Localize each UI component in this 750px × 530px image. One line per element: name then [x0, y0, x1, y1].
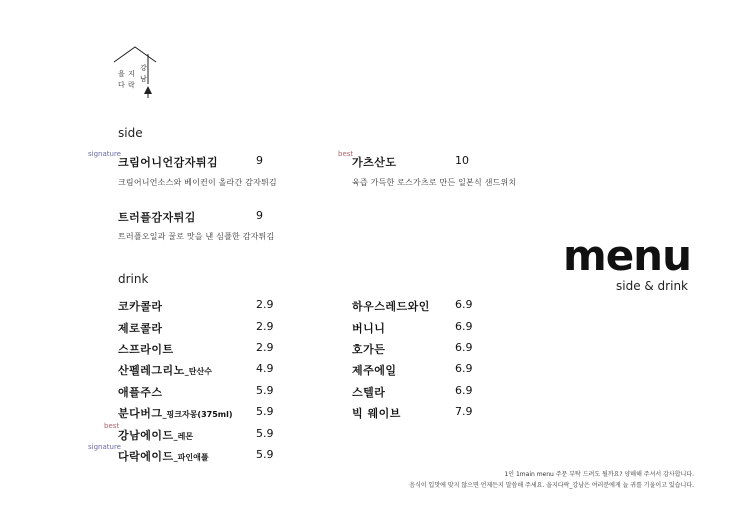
drink-item-price: 6.9 — [455, 341, 473, 354]
drink-item-price: 6.9 — [455, 320, 473, 333]
drink-item-price: 2.9 — [256, 341, 274, 354]
best-tag: best — [338, 150, 354, 158]
drink-name: 제로콜라 — [118, 322, 163, 335]
menu-title: menu — [562, 231, 691, 280]
drink-subtitle: _파인애플 — [173, 453, 209, 462]
logo-char: 을 — [118, 70, 125, 78]
drink-item-name — [118, 298, 163, 314]
drink-item-name — [118, 320, 163, 336]
logo-char: 지 — [128, 70, 135, 78]
drink-item-name: 제주에일 — [352, 364, 397, 377]
section-heading-drink: drink — [118, 272, 149, 286]
drink-item-name: 하우스레드와인 — [352, 300, 430, 313]
drink-item-name: 스텔라 — [352, 386, 386, 399]
logo-char: 다 — [118, 81, 125, 89]
logo-char: 강 — [140, 64, 147, 72]
footer-note-line1: 1인 1main menu 주문 부탁 드려도 될까요? 양해해 주셔서 감사합니다. — [504, 471, 694, 478]
logo-text-col-mid — [128, 70, 135, 89]
footer-note-line2: 음식이 입맛에 맞지 않으면 언제든지 말씀해 주세요. 을지다락_강남은 여러분에게 늘 귀를 기울이고 있습니다. — [409, 482, 694, 489]
drink-item-name — [118, 341, 174, 357]
drink-item-price: 5.9 — [256, 405, 274, 418]
drink-item-price: 7.9 — [455, 405, 473, 418]
drink-item-price: 5.9 — [256, 384, 274, 397]
drink-item-name — [118, 362, 212, 378]
drink-name: 코카콜라 — [118, 300, 163, 313]
menu-item-name: 가츠산도 — [352, 156, 397, 169]
drink-item-name: 호가든 — [352, 343, 386, 356]
drink-item-price: 6.9 — [455, 298, 473, 311]
logo-text-col-left — [118, 70, 125, 89]
menu-item-description: 육즙 가득한 로스가츠로 만든 일본식 샌드위치 — [352, 178, 517, 187]
menu-item-description: 트러플오일과 꿀로 맛을 낸 심플한 감자튀김 — [118, 232, 275, 241]
drink-item-name — [118, 405, 233, 421]
drink-item-price: 4.9 — [256, 362, 274, 375]
menu-item-name: 크림어니언감자튀김 — [118, 156, 219, 169]
menu-subtitle: side & drink — [615, 279, 688, 293]
drink-item-name: 빅 웨이브 — [352, 407, 401, 420]
drink-name: 분다버그 — [118, 407, 163, 420]
menu-item-price: 9 — [256, 154, 263, 167]
drink-item-price: 5.9 — [256, 427, 274, 440]
drink-item-price: 6.9 — [455, 362, 473, 375]
logo-text-col-right — [140, 64, 147, 83]
drink-name: 산펠레그리노 — [118, 364, 185, 377]
drink-subtitle: _레몬 — [173, 432, 194, 441]
section-heading-side: side — [118, 126, 143, 140]
menu-item-description: 크림어니언소스와 베이컨이 올라간 감자튀김 — [118, 178, 277, 187]
best-tag: best — [104, 422, 120, 430]
drink-item-name: 버니니 — [352, 322, 386, 335]
menu-item-price: 10 — [455, 154, 469, 167]
signature-tag: signature — [88, 443, 121, 451]
menu-item-price: 9 — [256, 209, 263, 222]
drink-name: 애플주스 — [118, 386, 163, 399]
logo-char: 남 — [140, 75, 147, 83]
drink-item-price: 2.9 — [256, 298, 274, 311]
drink-name: 스프라이트 — [118, 343, 174, 356]
logo-char: 락 — [128, 81, 135, 89]
drink-item-price: 2.9 — [256, 320, 274, 333]
menu-item-name: 트러플감자튀김 — [118, 211, 196, 224]
drink-subtitle: _탄산수 — [184, 367, 212, 376]
spade-icon — [144, 86, 152, 94]
drink-item-price: 6.9 — [455, 384, 473, 397]
drink-item-name — [118, 384, 163, 400]
drink-subtitle: _핑크자몽(375ml) — [162, 410, 233, 419]
drink-item-name — [118, 448, 209, 464]
drink-name: 강남에이드 — [118, 429, 174, 442]
drink-item-name — [118, 427, 193, 443]
logo — [112, 44, 160, 104]
signature-tag: signature — [88, 150, 121, 158]
drink-item-price: 5.9 — [256, 448, 274, 461]
drink-name: 다락에이드 — [118, 450, 174, 463]
